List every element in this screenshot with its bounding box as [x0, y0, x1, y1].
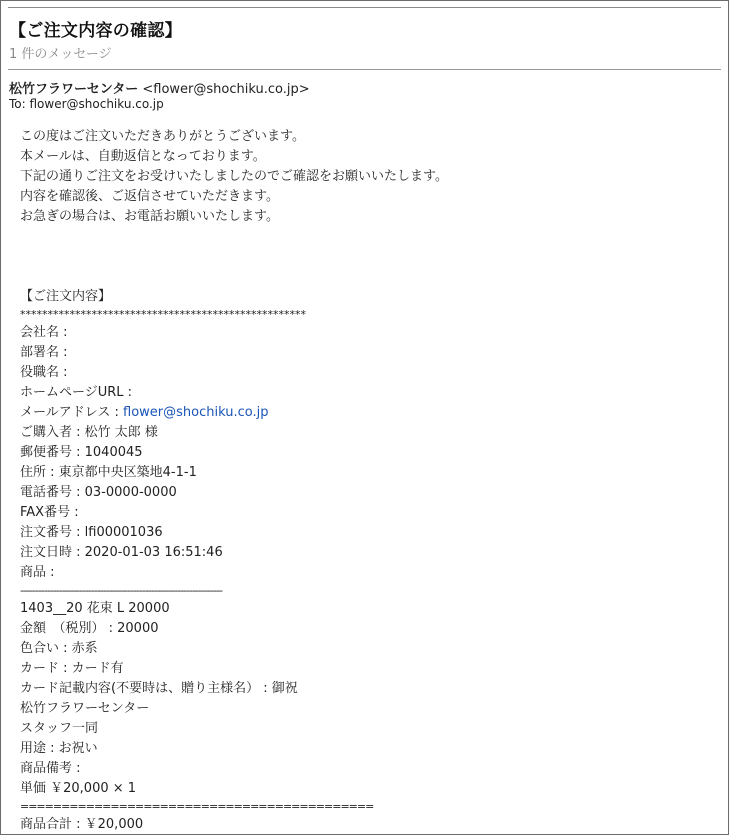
email-address-label: メールアドレス :	[20, 405, 123, 420]
total-field: 商品合計 : ￥20,000	[20, 817, 144, 832]
top-divider	[8, 7, 721, 8]
sender-line	[9, 78, 310, 97]
order-date-field: 注文日時 : 2020-01-03 16:51:46	[20, 545, 223, 560]
homepage-field: ホームページURL :	[20, 385, 133, 400]
address-field: 住所 : 東京都中央区築地4-1-1	[20, 465, 197, 480]
message-count: 1 件のメッセージ	[9, 47, 112, 62]
email-address-field	[20, 403, 710, 423]
equals-divider: ===========================================	[20, 800, 374, 813]
email-address-link[interactable]: flower@shochiku.co.jp	[123, 405, 269, 420]
department-field: 部署名 :	[20, 345, 68, 360]
price-field: 金額 （税別） : 20000	[20, 621, 159, 636]
intro-line: お急ぎの場合は、お電話お願いいたします。	[20, 209, 279, 224]
header-divider	[8, 69, 721, 70]
position-field: 役職名 :	[20, 365, 68, 380]
email-subject: 【ご注文内容の確認】	[9, 21, 182, 41]
intro-line: 本メールは、自動返信となっております。	[20, 149, 266, 164]
usage-field: 用途 : お祝い	[20, 741, 98, 756]
sender-name[interactable]: 松竹フラワーセンター	[9, 82, 139, 97]
intro-line: この度はご注文いただきありがとうございます。	[20, 129, 305, 144]
order-section-title: 【ご注文内容】	[20, 289, 112, 304]
card-message-line: 松竹フラワーセンター	[20, 701, 150, 716]
star-divider: ****************************************************	[20, 308, 306, 321]
fax-field: FAX番号 :	[20, 505, 79, 520]
sender-email[interactable]: <flower@shochiku.co.jp>	[142, 82, 310, 97]
card-field: カード : カード有	[20, 661, 124, 676]
color-field: 色合い : 赤系	[20, 641, 98, 656]
card-message-line: スタッフ一同	[20, 721, 99, 736]
intro-line: 内容を確認後、ご返信させていただきます。	[20, 189, 279, 204]
intro-line: 下記の通りご注文をお受けいたしましたのでご確認をお願いいたします。	[20, 169, 448, 184]
unit-price-field: 単価 ￥20,000 × 1	[20, 781, 137, 796]
purchaser-field: ご購入者 : 松竹 太郎 様	[20, 425, 158, 440]
phone-field: 電話番号 : 03-0000-0000	[20, 485, 177, 500]
postal-code-field: 郵便番号 : 1040045	[20, 445, 143, 460]
recipient-line: To: flower@shochiku.co.jp	[9, 97, 164, 111]
remarks-field: 商品備考 :	[20, 761, 81, 776]
card-content-field: カード記載内容(不要時は、贈り主様名） : 御祝	[20, 681, 298, 696]
order-number-field: 注文番号 : lfi00001036	[20, 525, 163, 540]
company-field: 会社名 :	[20, 325, 68, 340]
email-body	[20, 127, 710, 835]
item-name: 1403__20 花束 L 20000	[20, 601, 170, 616]
dash-divider: --------------------------------------------------------------------	[20, 584, 222, 597]
product-label: 商品 :	[20, 565, 55, 580]
spacer	[20, 227, 710, 287]
